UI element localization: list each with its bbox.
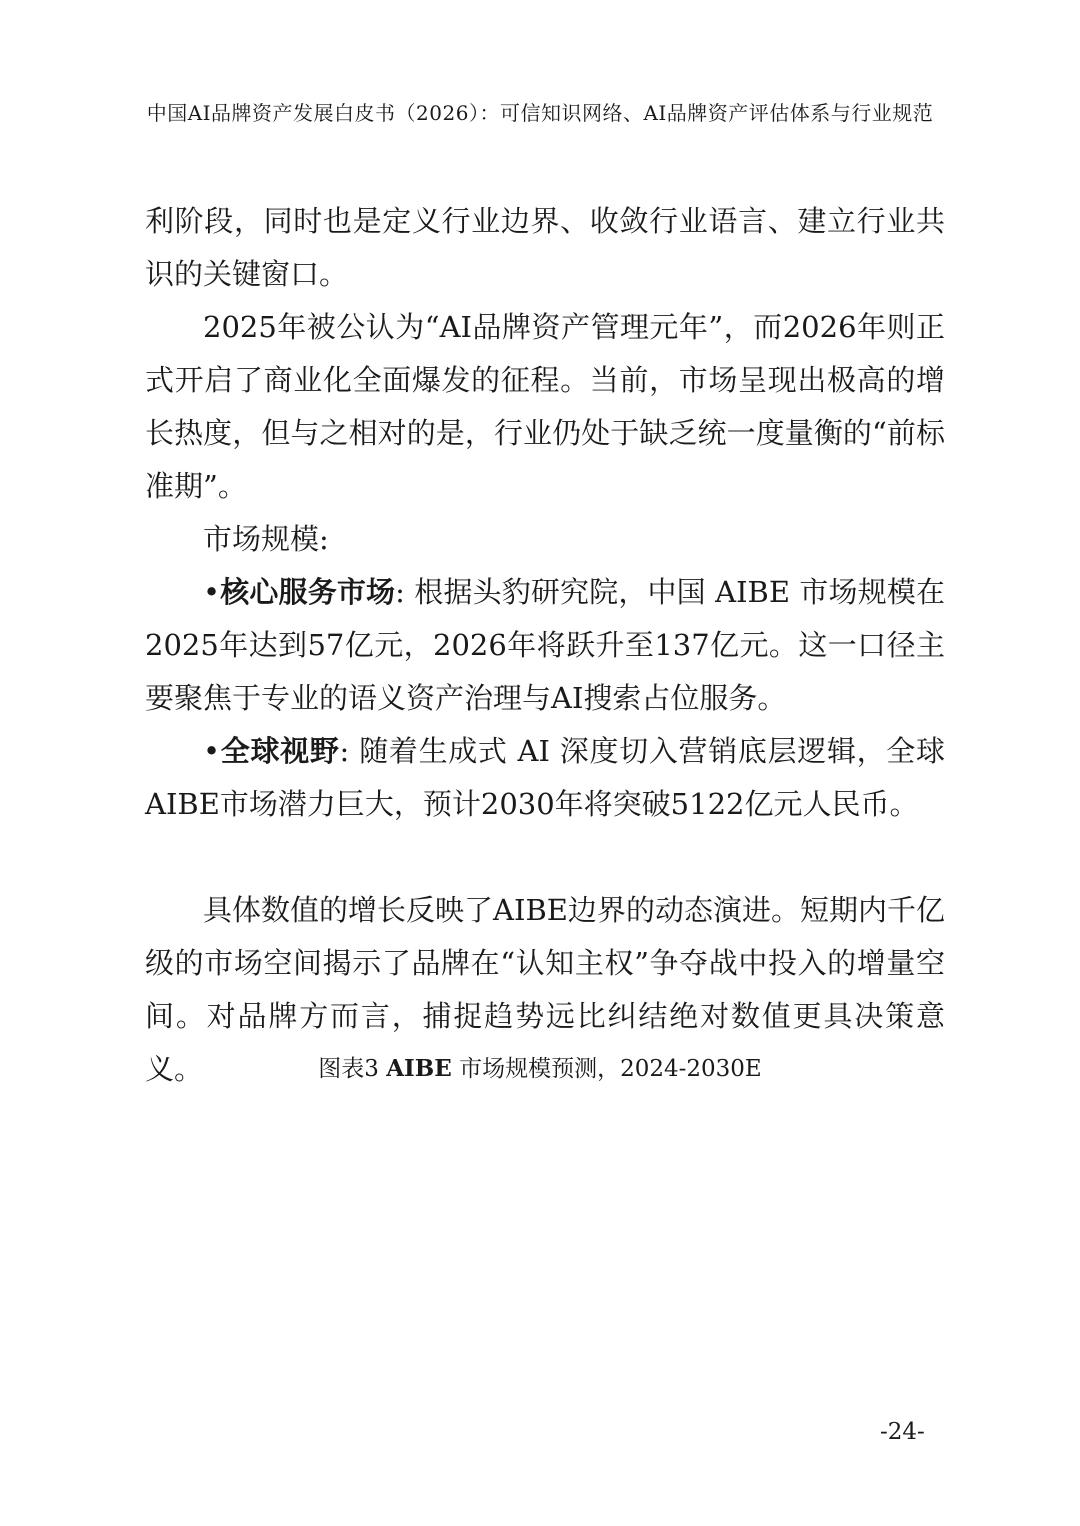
body-text [145, 195, 945, 1096]
market-size-label: 市场规模: [203, 522, 329, 556]
paragraph-continuation: 利阶段，同时也是定义行业边界、收敛行业语言、建立行业共识的关键窗口。 [145, 204, 945, 291]
figure-caption-suffix: 市场规模预测，2024-2030E [451, 1056, 762, 1082]
bullet-term: 核心服务市场 [220, 575, 396, 609]
page-number: -24- [880, 1419, 925, 1445]
figure-caption-bold: AIBE [386, 1055, 452, 1082]
bullet-global-view [145, 725, 945, 831]
paragraph-gap [145, 831, 945, 884]
bullet-marker: • [203, 575, 221, 609]
paragraph-growth-trend: 具体数值的增长反映了AIBE边界的动态演进。短期内千亿级的市场空间揭示了品牌在“认知主权”争夺战中投入的增量空间。对品牌方而言，捕捉趋势远比纠结绝对数值更具决策意义。 [145, 893, 945, 1086]
figure-caption [0, 1052, 1080, 1086]
bullet-text: : 根据头豹研究院，中国 AIBE 市场规模在2025年达到57亿元，2026年将跃升至137亿元。这一口径主要聚焦于专业的语义资产治理与AI搜索占位服务。 [145, 575, 945, 715]
bullet-text: : 随着生成式 AI 深度切入营销底层逻辑，全球AIBE市场潜力巨大，预计2030年将突破5122亿元人民币。 [145, 734, 945, 821]
figure-caption-prefix: 图表3 [318, 1056, 387, 1082]
bullet-term: 全球视野 [220, 734, 340, 768]
paragraph-2025-overview: 2025年被公认为“AI品牌资产管理元年”，而2026年则正式开启了商业化全面爆发的征程。当前，市场呈现出极高的增长热度，但与之相对的是，行业仍处于缺乏统一度量衡的“前标准期”。 [145, 310, 945, 503]
running-header: 中国AI品牌资产发展白皮书（2026）：可信知识网络、AI品牌资产评估体系与行业规范 [146, 101, 934, 125]
bullet-core-service-market [145, 566, 945, 725]
bullet-marker: • [203, 734, 221, 768]
